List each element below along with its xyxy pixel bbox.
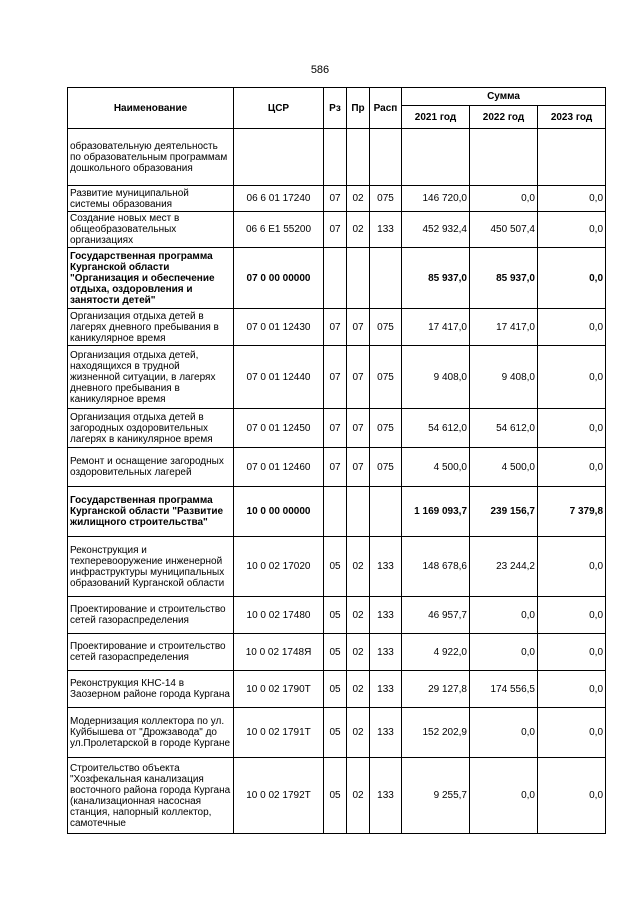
cell-rz: 05 bbox=[324, 708, 347, 758]
cell-2021: 152 202,9 bbox=[402, 708, 470, 758]
table-row bbox=[68, 487, 606, 537]
cell-csr: 06 6 E1 55200 bbox=[234, 212, 324, 248]
table-header bbox=[68, 88, 606, 129]
cell-rasp: 075 bbox=[370, 309, 402, 346]
cell-rasp: 133 bbox=[370, 708, 402, 758]
cell-2021: 4 922,0 bbox=[402, 634, 470, 671]
cell-rz: 07 bbox=[324, 212, 347, 248]
cell-2022: 0,0 bbox=[470, 186, 538, 212]
cell-pr: 02 bbox=[347, 758, 370, 834]
header-csr: ЦСР bbox=[234, 88, 324, 129]
cell-rz: 05 bbox=[324, 758, 347, 834]
table-row bbox=[68, 758, 606, 834]
cell-pr: 02 bbox=[347, 634, 370, 671]
cell-2023: 0,0 bbox=[538, 634, 606, 671]
cell-2022: 239 156,7 bbox=[470, 487, 538, 537]
cell-csr: 10 0 02 17480 bbox=[234, 597, 324, 634]
cell-csr: 10 0 02 1748Я bbox=[234, 634, 324, 671]
cell-2023: 0,0 bbox=[538, 597, 606, 634]
table-row bbox=[68, 634, 606, 671]
cell-rz: 05 bbox=[324, 634, 347, 671]
cell-2022: 85 937,0 bbox=[470, 248, 538, 309]
cell-2021 bbox=[402, 129, 470, 186]
cell-name: Организация отдыха детей в загородных оздоровительных лагерях в каникулярное время bbox=[68, 409, 234, 448]
cell-2023: 0,0 bbox=[538, 346, 606, 409]
cell-2022: 9 408,0 bbox=[470, 346, 538, 409]
cell-name: Проектирование и строительство сетей газораспределения bbox=[68, 634, 234, 671]
cell-name: Создание новых мест в общеобразовательных организациях bbox=[68, 212, 234, 248]
header-2022: 2022 год bbox=[470, 106, 538, 129]
cell-2023: 0,0 bbox=[538, 186, 606, 212]
table-row bbox=[68, 186, 606, 212]
cell-pr: 02 bbox=[347, 708, 370, 758]
cell-rasp: 133 bbox=[370, 634, 402, 671]
table-row bbox=[68, 309, 606, 346]
cell-2021: 85 937,0 bbox=[402, 248, 470, 309]
cell-pr: 02 bbox=[347, 597, 370, 634]
cell-pr: 07 bbox=[347, 309, 370, 346]
cell-rasp: 075 bbox=[370, 186, 402, 212]
cell-csr: 07 0 01 12450 bbox=[234, 409, 324, 448]
cell-2021: 9 408,0 bbox=[402, 346, 470, 409]
cell-rasp: 075 bbox=[370, 346, 402, 409]
cell-2022: 0,0 bbox=[470, 708, 538, 758]
cell-rz: 07 bbox=[324, 448, 347, 487]
cell-2022: 54 612,0 bbox=[470, 409, 538, 448]
page-number: 586 bbox=[310, 64, 330, 76]
cell-pr: 07 bbox=[347, 448, 370, 487]
cell-2023: 0,0 bbox=[538, 309, 606, 346]
cell-name: Реконструкция КНС-14 в Заозерном районе города Кургана bbox=[68, 671, 234, 708]
cell-csr: 06 6 01 17240 bbox=[234, 186, 324, 212]
cell-2022: 450 507,4 bbox=[470, 212, 538, 248]
cell-pr bbox=[347, 487, 370, 537]
cell-pr bbox=[347, 129, 370, 186]
cell-name: Реконструкция и техперевооружение инженерной инфраструктуры муниципальных образований Курганской области bbox=[68, 537, 234, 597]
cell-rasp: 075 bbox=[370, 409, 402, 448]
cell-csr bbox=[234, 129, 324, 186]
cell-2023: 0,0 bbox=[538, 212, 606, 248]
cell-2023: 0,0 bbox=[538, 248, 606, 309]
cell-rz: 05 bbox=[324, 537, 347, 597]
cell-csr: 07 0 00 00000 bbox=[234, 248, 324, 309]
table-row bbox=[68, 212, 606, 248]
table-row bbox=[68, 597, 606, 634]
cell-name: образовательную деятельность по образовательным программам дошкольного образования bbox=[68, 129, 234, 186]
table-row bbox=[68, 129, 606, 186]
cell-2022: 0,0 bbox=[470, 758, 538, 834]
cell-name: Строительство объекта "Хозфекальная канализация восточного района города Кургана (канализационная насосная станция, напорный коллектор, самотечные bbox=[68, 758, 234, 834]
cell-2023: 0,0 bbox=[538, 671, 606, 708]
cell-rz: 07 bbox=[324, 346, 347, 409]
cell-csr: 10 0 02 1790Т bbox=[234, 671, 324, 708]
cell-2021: 46 957,7 bbox=[402, 597, 470, 634]
cell-pr: 02 bbox=[347, 671, 370, 708]
budget-table bbox=[67, 87, 606, 834]
cell-2023: 0,0 bbox=[538, 758, 606, 834]
cell-2023: 0,0 bbox=[538, 537, 606, 597]
cell-rasp: 133 bbox=[370, 671, 402, 708]
cell-rasp bbox=[370, 487, 402, 537]
cell-name: Ремонт и оснащение загородных оздоровительных лагерей bbox=[68, 448, 234, 487]
cell-csr: 10 0 02 17020 bbox=[234, 537, 324, 597]
cell-2023: 0,0 bbox=[538, 448, 606, 487]
cell-2021: 29 127,8 bbox=[402, 671, 470, 708]
cell-pr: 07 bbox=[347, 346, 370, 409]
cell-2021: 17 417,0 bbox=[402, 309, 470, 346]
cell-2022: 17 417,0 bbox=[470, 309, 538, 346]
cell-2021: 148 678,6 bbox=[402, 537, 470, 597]
cell-2021: 9 255,7 bbox=[402, 758, 470, 834]
table-row bbox=[68, 346, 606, 409]
cell-rz bbox=[324, 487, 347, 537]
header-name: Наименование bbox=[68, 88, 234, 129]
cell-name: Развитие муниципальной системы образования bbox=[68, 186, 234, 212]
cell-rasp: 133 bbox=[370, 758, 402, 834]
cell-rz: 07 bbox=[324, 309, 347, 346]
cell-name: Государственная программа Курганской области "Организация и обеспечение отдыха, оздоровления и занятости детей" bbox=[68, 248, 234, 309]
header-rasp: Расп bbox=[370, 88, 402, 129]
cell-rz: 07 bbox=[324, 409, 347, 448]
cell-rasp: 075 bbox=[370, 448, 402, 487]
cell-name: Модернизация коллектора по ул. Куйбышева от "Дрожзавода" до ул.Пролетарской в городе Кургане bbox=[68, 708, 234, 758]
cell-2021: 4 500,0 bbox=[402, 448, 470, 487]
cell-2022: 4 500,0 bbox=[470, 448, 538, 487]
cell-pr: 02 bbox=[347, 186, 370, 212]
cell-2023: 7 379,8 bbox=[538, 487, 606, 537]
cell-pr: 02 bbox=[347, 212, 370, 248]
cell-rz: 07 bbox=[324, 186, 347, 212]
cell-rasp bbox=[370, 248, 402, 309]
cell-2023: 0,0 bbox=[538, 708, 606, 758]
cell-name: Организация отдыха детей в лагерях дневного пребывания в каникулярное время bbox=[68, 309, 234, 346]
cell-2022 bbox=[470, 129, 538, 186]
table-row bbox=[68, 409, 606, 448]
cell-rz bbox=[324, 129, 347, 186]
cell-2022: 23 244,2 bbox=[470, 537, 538, 597]
cell-2022: 0,0 bbox=[470, 634, 538, 671]
table-row bbox=[68, 537, 606, 597]
cell-2022: 174 556,5 bbox=[470, 671, 538, 708]
header-pr: Пр bbox=[347, 88, 370, 129]
cell-2021: 54 612,0 bbox=[402, 409, 470, 448]
cell-pr bbox=[347, 248, 370, 309]
cell-2021: 146 720,0 bbox=[402, 186, 470, 212]
cell-csr: 07 0 01 12440 bbox=[234, 346, 324, 409]
table-row bbox=[68, 671, 606, 708]
header-rz: Рз bbox=[324, 88, 347, 129]
cell-2022: 0,0 bbox=[470, 597, 538, 634]
cell-rasp bbox=[370, 129, 402, 186]
cell-name: Проектирование и строительство сетей газораспределения bbox=[68, 597, 234, 634]
cell-2023: 0,0 bbox=[538, 409, 606, 448]
header-2023: 2023 год bbox=[538, 106, 606, 129]
cell-rz bbox=[324, 248, 347, 309]
cell-name: Государственная программа Курганской области "Развитие жилищного строительства" bbox=[68, 487, 234, 537]
cell-pr: 07 bbox=[347, 409, 370, 448]
cell-2021: 1 169 093,7 bbox=[402, 487, 470, 537]
cell-csr: 10 0 00 00000 bbox=[234, 487, 324, 537]
cell-rasp: 133 bbox=[370, 212, 402, 248]
cell-csr: 10 0 02 1792Т bbox=[234, 758, 324, 834]
table-row bbox=[68, 248, 606, 309]
cell-csr: 07 0 01 12430 bbox=[234, 309, 324, 346]
header-2021: 2021 год bbox=[402, 106, 470, 129]
cell-rz: 05 bbox=[324, 597, 347, 634]
cell-rasp: 133 bbox=[370, 537, 402, 597]
cell-csr: 10 0 02 1791Т bbox=[234, 708, 324, 758]
cell-pr: 02 bbox=[347, 537, 370, 597]
cell-2023 bbox=[538, 129, 606, 186]
cell-csr: 07 0 01 12460 bbox=[234, 448, 324, 487]
cell-rasp: 133 bbox=[370, 597, 402, 634]
cell-2021: 452 932,4 bbox=[402, 212, 470, 248]
cell-rz: 05 bbox=[324, 671, 347, 708]
table-row bbox=[68, 448, 606, 487]
table-row bbox=[68, 708, 606, 758]
table-body bbox=[68, 129, 606, 834]
header-sum: Сумма bbox=[402, 88, 606, 106]
cell-name: Организация отдыха детей, находящихся в трудной жизненной ситуации, в лагерях дневного пребывания в каникулярное время bbox=[68, 346, 234, 409]
